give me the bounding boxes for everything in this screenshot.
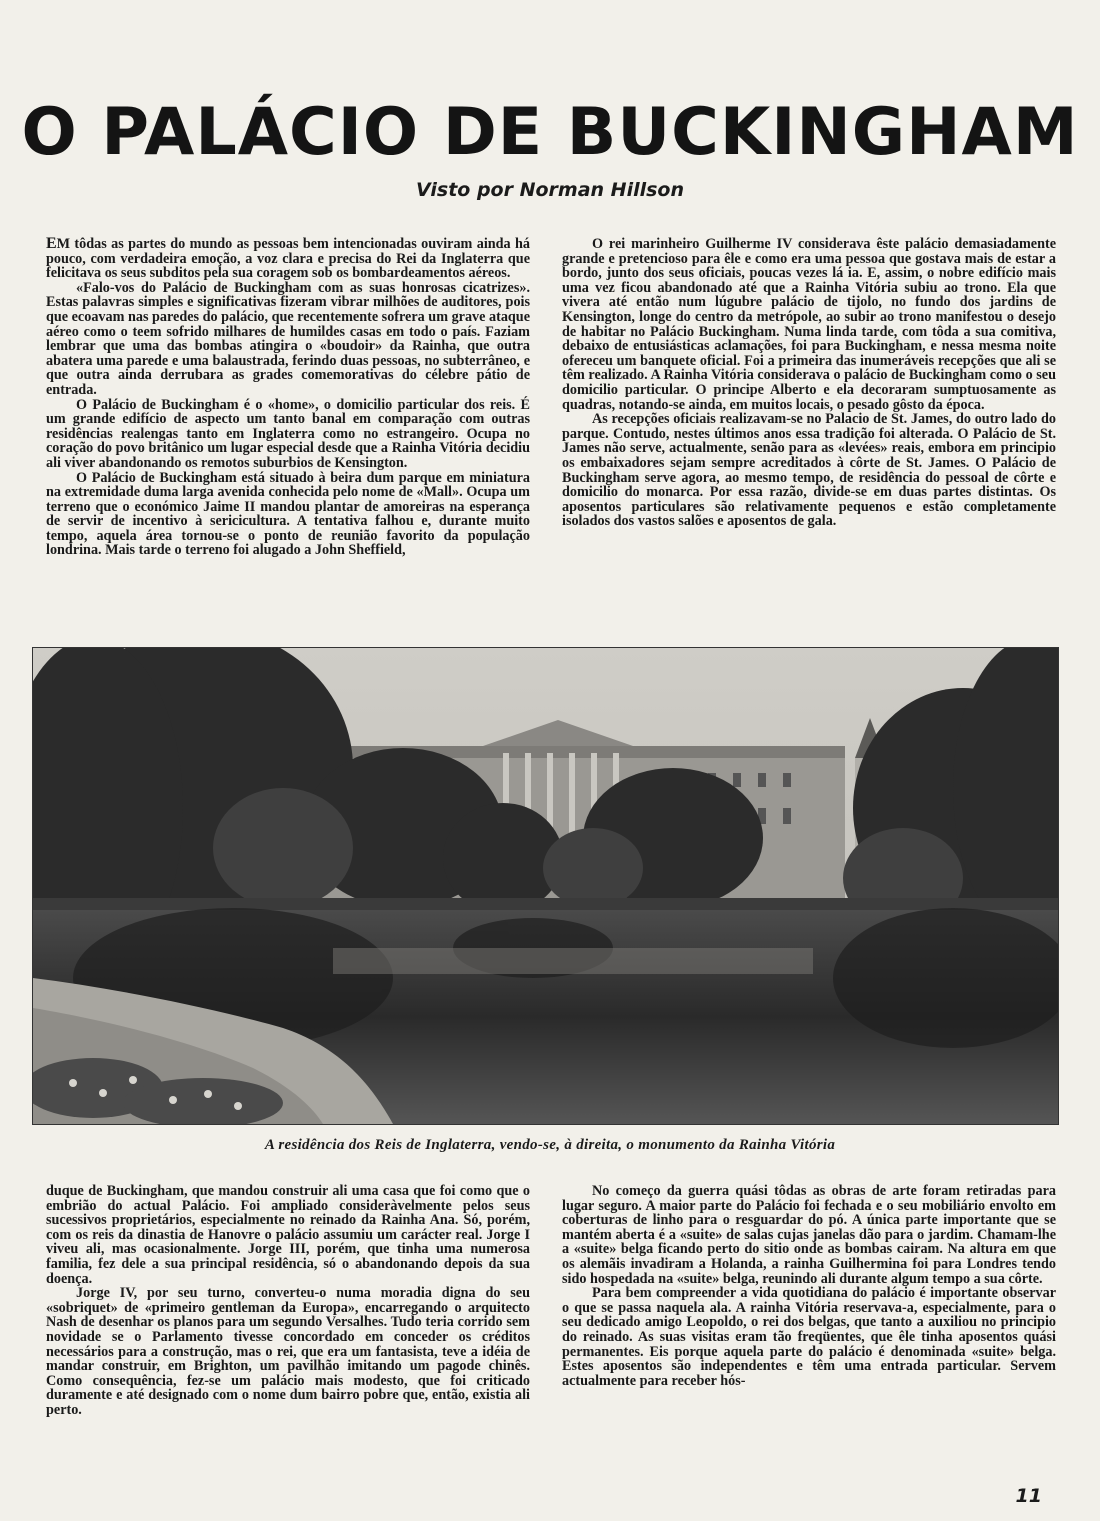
paragraph: EM tôdas as partes do mundo as pessoas bem intencionadas ouviram ainda há pouco, com verdadeira emoção, a voz clara e precisa do Rei da Inglaterra que felicitava os seus subditos pela sua coragem sob os bombardeamentos aéreos.: [46, 237, 530, 282]
top-right-column: [562, 237, 1056, 609]
paragraph: As recepções oficiais realizavam-se no Palacio de St. James, do outro lado do parque. Contudo, nestes últimos anos essa tradição foi alterada. O Palácio de St. James não serve, actualmente, senão para as «levées» reais, embora em principio os embaixadores sejam sempre acreditados à côrte de St. James. O Palácio de Buckingham serve agora, ao mesmo tempo, de residência do pessoal de côrte e domicilio do monarca. Por essa razão, divide-se em duas partes distintas. Os aposentos particulares são relativamente pequenos e estão completamente isolados dos vastos salões e aposentos de gala.: [562, 411, 1056, 530]
bottom-left-column: [46, 1184, 530, 1454]
paragraph: Jorge IV, por seu turno, converteu-o numa moradia digna do seu «sobriquet» de «primeiro gentleman da Europa», encarregando o arquitecto Nash de desenhar os planos para um segundo Versalhes. Tudo teria corrido sem novidade se o Parlamento tivesse concordado em conceder os créditos necessários para a construção, mas o rei, que era um fantasista, teve a idéia de mandar construir, em Brighton, um pavilhão imitando um pagode chinês. Como consequência, fez-se um palácio mais modesto, que foi criticado duramente e até designado com o nome dum bairro pobre que, então, existia ali perto.: [46, 1285, 530, 1418]
bottom-right-column: [562, 1184, 1056, 1454]
paragraph: «Falo-vos do Palácio de Buckingham com as suas honrosas cicatrizes». Estas palavras simples e significativas fizeram vibrar milhões de auditores, pois que ecoavam nas paredes do palácio, que recentemente sofrera um grave ataque aéreo como o teem sofrido milhares de humildes casas em todo o país. Faziam lembrar que uma das bombas atingira o «boudoir» da Rainha, que outra abatera uma parede e uma balaustrada, ferindo duas pessoas, no subterrâneo, e que outra ainda derrubara as grades comemorativas do célebre pátio de entrada.: [46, 279, 530, 398]
palace-photo-illustration: [33, 648, 1058, 1124]
byline: Visto por Norman Hillson: [416, 179, 684, 201]
article-title: O PALÁCIO DE BUCKINGHAM: [21, 95, 1079, 170]
photo-caption: A residência dos Reis de Inglaterra, vendo-se, à direita, o monumento da Rainha Vitória: [264, 1137, 836, 1153]
paragraph: O Palácio de Buckingham está situado à beira dum parque em miniatura na extremidade duma larga avenida conhecida pelo nome de «Mall». Ocupa um terreno que o económico Jaime II mandou plantar de amoreiras na esperança de servir de incentivo à sericicultura. A tentativa falhou e, durante muito tempo, aquela área tornou-se o ponto de reunião favorito da população londrina. Mais tarde o terreno foi alugado a John Sheffield,: [46, 469, 530, 559]
paragraph: O Palácio de Buckingham é o «home», o domicilio particular dos reis. É um grande edifício de aspecto um tanto banal em comparação com outras residências realengas tanto em Inglaterra como no estrangeiro. Ocupa no coração do povo britânico um lugar especial desde que a Rainha Vitória decidiu ali viver abandonando os remotos suburbios de Kensington.: [46, 396, 530, 471]
page-number: 11: [1015, 1485, 1042, 1507]
paragraph: duque de Buckingham, que mandou construir ali uma casa que foi como que o embrião do actual Palácio. Foi ampliado consideràvelmente pelos seus sucessivos proprietários, especialmente no reinado da Rainha Ana. Só, porém, com os reis da dinastia de Hanovre o palácio assumiu um carácter real. Jorge I viveu ali, mas ocasionalmente. Jorge III, porém, que tinha uma numerosa familia, fez dele a sua principal residência, só o abandonando depois da sua doença.: [46, 1184, 530, 1287]
paragraph: Para bem compreender a vida quotidiana do palácio é importante observar o que se passa naquela ala. A rainha Vitória reservava-a, especialmente, para o seu dedicado amigo Leopoldo, o rei dos belgas, que tanto a auxiliou no principio do reinado. As suas visitas eram tão freqüentes, que êle tinha aposentos quási permanentes. Eis porque aquela parte do palácio é denominada «suite» belga. Estes aposentos são independentes e têm uma entrada particular. Servem actualmente para receber hós-: [562, 1285, 1056, 1389]
top-left-column: [46, 237, 530, 609]
paragraph: O rei marinheiro Guilherme IV considerava êste palácio demasiadamente grande e pretencioso para êle e como era uma pessoa que gostava mais de estar a bordo, junto dos seus oficiais, poucas vezes lá ia. E, assim, o nobre edifício mais uma vez ficou abandonado até que a Rainha Vitória subiu ao trono. Ela que vivera até então num lúgubre palácio de tijolo, no fundo dos jardins de Kensington, longe do centro da metrópole, ao subir ao trono manifestou o desejo de habitar no Palácio Buckingham. Numa linda tarde, com tôda a sua comitiva, debaixo de entusiásticas aclamações, foi para Buckingham, e nessa mesma noite ofereceu um banquete oficial. Foi a primeira das inumeráveis recepções que ali se têm realizado. A Rainha Vitória considerava o palácio de Buckingham como o seu domicilio particular. O principe Alberto e ela decoraram sumptuosamente as quadras, notando-se ainda, em muitos locais, o pesado gôsto da época.: [562, 237, 1056, 413]
paragraph: No começo da guerra quási tôdas as obras de arte foram retiradas para lugar seguro. A maior parte do Palácio foi fechada e o seu mobiliário envolto em coberturas de linho para o resguardar do pó. A única parte importante que se mantém aberta é a «suite» de salas cujas janelas dão para o jardim. Chamam-lhe a «suite» belga ficando perto do sitio onde as bombas cairam. Na altura em que os alemãis invadiram a Holanda, a rainha Guilhermina foi para Londres tendo sido hospedada na «suite» belga, reunindo ali durante algum tempo a sua côrte.: [562, 1184, 1056, 1287]
palace-photo: [32, 647, 1059, 1125]
